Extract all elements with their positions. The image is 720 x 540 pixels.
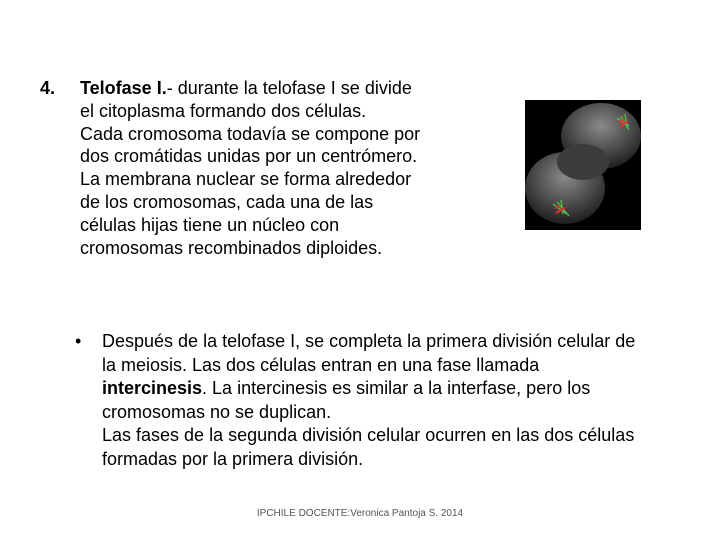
intercinesis-term: intercinesis <box>102 378 203 398</box>
item-number: 4. <box>40 78 56 98</box>
telofase-description <box>80 77 510 259</box>
bullet-line: formadas por la primera división. <box>102 448 364 469</box>
telofase-first-line <box>80 77 510 100</box>
telofase-title: Telofase I. <box>80 78 167 98</box>
telofase-line: dos cromátidas unidas por un centrómero. <box>80 146 418 167</box>
telofase-line: células hijas tiene un núcleo con <box>80 214 340 235</box>
bullet-line: la meiosis. Las dos células entran en una fase llamada <box>102 354 540 375</box>
bullet-line: cromosomas no se duplican. <box>102 401 332 422</box>
bullet-line: Las fases de la segunda división celular ocurren en las dos células <box>102 425 635 445</box>
dividing-cell-illustration <box>525 100 641 230</box>
slide-footer: IPCHILE DOCENTE:Veronica Pantoja S. 2014 <box>256 508 464 519</box>
telofase-line: Cada cromosoma todavía se compone por <box>80 123 421 144</box>
bullet-line-with-term <box>102 377 702 401</box>
intercinesis-text <box>102 330 702 471</box>
bullet-after-term: . La intercinesis es similar a la interfase, pero los <box>202 378 591 398</box>
dividing-cell-figure <box>525 100 641 230</box>
telofase-title-suffix: - durante la telofase I se divide <box>166 78 412 98</box>
telofase-line: de los cromosomas, cada una de las <box>80 191 374 212</box>
telofase-line: cromosomas recombinados diploides. <box>80 237 383 258</box>
bullet-line: Después de la telofase I, se completa la primera división celular de <box>102 331 636 351</box>
telofase-line: La membrana nuclear se forma alrededor <box>80 169 412 190</box>
telofase-line: el citoplasma formando dos células. <box>80 100 367 121</box>
bullet-dot: • <box>75 331 82 351</box>
